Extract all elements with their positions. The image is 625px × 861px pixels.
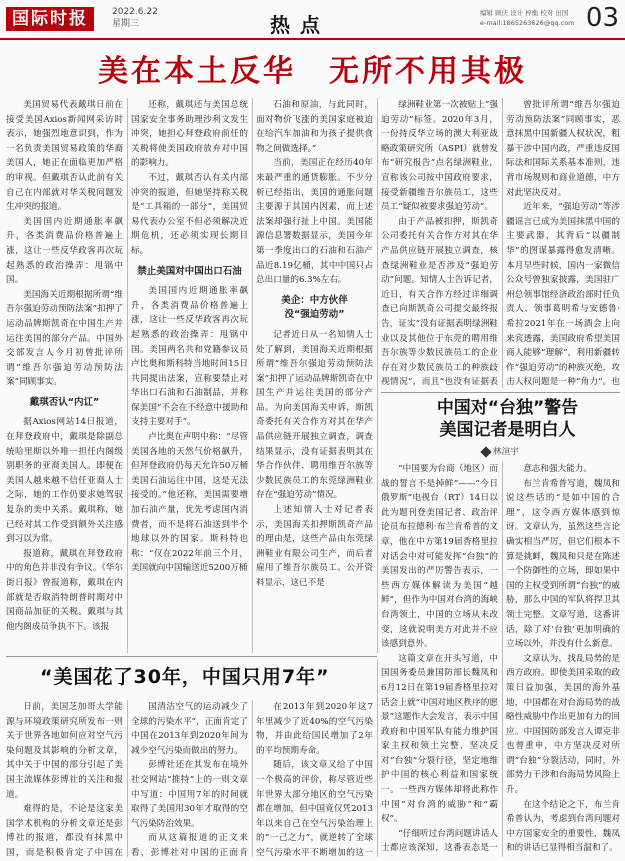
paragraph: 布兰肯希普写道，魏凤和说这些话的“是如中国的合理”，这令西方媒体感到惊讶。文章认为，虽然这些言论确实相当严厉，但它们根本不算是挑衅，魏凤和只是在陈述一个防御性的立场，即如果中国的主权受到所谓“台独”的威胁，那么中国的军队将捍卫其领土完整。文章写道，这番讲话，除了对‘台独’更加明确的立场以外，并没有什么新意。 [506,478,620,650]
article1-column-5 [506,98,620,388]
paragraph: 近年来，“强迫劳动”等涉疆谣言已成为美国抹黑中国的主要武器，其背后“以疆制华”的图谋暴露得愈发清晰。本月早些时候，国内一家微信公众号曾独家披露，美国驻广州总领事馆经济政治部时任负责人、领事葛明希与安德鲁·希拉2021年在一场酒会上向来宾透露，美国政府希望美国商人能够“理解”，利用新疆转作“强迫劳动”的种族灭绝，攻击人权问题是一种“角力”。也 [506,202,620,388]
masthead [0,0,625,40]
paragraph: 意志和强大能力。 [523,464,592,474]
page-number: 03 [585,3,619,33]
article3-column-2 [506,462,620,857]
article2-column-1 [6,700,123,857]
paragraph: 据Axios网站14日报道，在拜登政府中，戴琪是除副总统哈里斯以外唯一担任内阁级别职务的亚裔美国人。即便在美国人越来越不信任亚裔人士之际，她的工作仍要求她驾驭复杂的美中关系。戴琪称，她已经对其工作受到额外关注感到习以为常。 [6,417,123,545]
paragraph: 美国海关近期根据所谓“维吾尔强迫劳动预防法案”扣押了运动品牌斯凯奇在中国生产并运往美国的部分产品。中国外交部发言人今月初曾批评所谓“维吾尔强迫劳动预防法案”同顾事实。 [6,289,123,388]
paragraph: 报道称，戴琪在拜登政府中的角色并非没有争议。《华尔街日报》曾报道称，戴琪在内部就是否取消特朗普时期对中国商品加征的关税。戴琪与其他内阁成员争执不下。该报 [6,548,123,632]
column-divider [252,700,253,857]
paragraph: 美国国内近期通胀率飙升，各类消费品价格普遍上涨，这让一些反华政客再次玩起熟悉的政治操弄：甩锅中国。美国两名共和党籍参议员卢比奥和斯科特当地时间15日共同提出法案，宣称要禁止对华出口石油和石油制品，并称保美国“不会在不经意中援助和支持主要对手”。 [131,286,248,428]
editor-email: e-mail:1865263626@qq.com [480,19,575,27]
column-divider [127,98,128,653]
paragraph: 当前，美国正在经历40年来最严重的通货膨胀。不少分析已经指出，美国的通胀问题主要源于其国内因素，而上述法案却强行扯上中国。美国能源信息署数据显示，美国今年第一季度出口的石油和石油产品近8.19亿桶，其中中国只占总出口量的6.3%左右。 [256,158,373,286]
author-name: 林渲宇 [493,447,519,457]
paragraph: 在这个结论之下，布兰肯希普认为，考虑到台湾问题对中方国家安全的重要性，魏凤和的讲话已显得相当温和了。 [506,799,620,854]
subheading: 没“强迫劳动” [284,309,345,321]
paragraph: 在2013年到2020年这7年里减少了近40%的空气污染物，并由此给国民增加了2年的平均预期寿命。 [256,702,373,756]
paragraph: 而从这篇报道的正文来看，彭博社对中国的正面肯 [131,833,248,857]
column-divider [127,700,128,857]
paragraph: 石油和原油，与此同时，面对物价飞涨的美国家庭被迫在给汽车加油和为孩子提供食物之间做选择。” [256,100,373,154]
subheading: 戴琪否认“内讧” [29,396,100,408]
article1-column-4 [381,98,498,388]
date-text: 2022.6.22 [112,7,158,17]
paragraph: 美国贸易代表戴琪日前在接受美国Axios新闻网采访时表示，她强烈地意识到，作为一名负责美国贸易政策的华裔美国人，她正在面临更加严格的审视。但戴琪否认此前有关自己在内部就对华关税问题发生冲突的报道。 [6,100,123,213]
article2-column-2 [131,700,248,857]
article1-column-2 [131,98,248,653]
issue-date [112,6,158,30]
weekday-text: 星期三 [112,19,140,29]
article2-title: “美国花了30年，中国只用7年” [40,666,330,688]
article1-column-1 [6,98,123,653]
article3-column-1 [381,462,498,857]
paragraph: 曾批评所谓“维吾尔强迫劳动预防法案”同顾事实，恶意抹黑中国新疆人权状况，粗暴干涉中国内政，严重违反国际法和国际关系基本准则，违背市场规则和商业道德，中方对此坚决反对。 [506,100,620,198]
paragraph: 美国国内近期通胀率飙升，各类消费品价格普遍上涨，这让一些反华政客再次玩起熟悉的政治操弄：甩锅中国。 [6,216,123,286]
paragraph: 文章认为，找乱局势的是西方政府。即使美国采取的政策日益加强，美国的海外基地，中国都在对台海局势的战略性威胁中作出更加有力的回应。中国国防部发言人谭克非也曾重申，中方坚决反对所谓“台独”分裂活动，同时，外部势力干涉和台海局势风险上升。 [506,653,620,796]
paragraph: 不过，戴琪否认有关内部冲突的报道，但她坚持称关税是“工具箱的一部分”，美国贸易代表办公室不但必须解决近期危机，还必须实现长期目标。 [131,172,248,256]
article2-column-3 [256,700,373,857]
column-divider [502,462,503,857]
paragraph: 日前，美国芝加哥大学能源与环境政策研究所发布一则关于世界各地如何应对空气污染问题及其影响的分析文章，其中关于中国的部分引起了美国主流媒体彭博社的关注和报道。 [6,702,123,800]
column-divider [252,98,253,653]
paragraph [506,856,620,857]
author-icon [480,446,491,457]
paragraph: 这篇文章在开头写道，中国国务委员兼国防部长魏凤和6月12日在第19届香格里拉对话会上就“中国对地区秩序的愿景”这题作大会发言，表示中国政府和中国军队有能力维护国家主权和领土完整，坚决反对“台独”分裂行径，坚定地维护中国的核心利益和国家统一。一些西方媒体却将此称作中国“对台湾的威胁”和“霸权”。 [381,653,498,825]
paragraph: 卢比奥在声明中称：“尽管美国各地的天然气价格飙升，但拜登政府仍每天允许50万桶美国石油运往中国，这是无法接受的。”他还称，美国需要增加石油产量，优先考虑国内消费者，而不是将石油送到半个地球以外的国家。斯科特也称：“仅在2022年前三个月，美国就向中国输送近5200万桶 [131,432,248,574]
editor-credits [480,8,575,28]
paragraph: 随后，该文章又给了中国一个极高的评价，称尽管近些年世界大部分地区的空气污染都在增加，但中国竟仅凭2013年以来自己在空气污染治理上的“一己之力”，就逆转了全球空气污染水平不断增加的这一 [256,760,373,857]
section-divider [6,656,377,657]
article1-column-3 [256,98,373,653]
subheading: 禁止美国对中国出口石油 [137,265,242,277]
newspaper-logo: 国际时报 [6,7,94,31]
title-line: 中国对“台独”警告 [436,398,579,418]
editor-names: 编辑 顾庆 设计 梓衡 校对 田国 [480,9,569,17]
column-divider [377,98,378,653]
paragraph: 还称，戴琪还与美国总统国家安全事务助理沙利文发生冲突，她担心拜登政府前任的关税将使美国政府放弃对中国的影响力。 [131,100,248,169]
paragraph: 上述知情人士对记者表示，美国海关扣押斯凯奇产品的理由是，这些产品由东莞绿洲鞋业有限公司生产，而后者雇用了维吾尔族员工。公开资料显示，这已不是 [256,505,373,588]
paragraph: 难得的是，不论是这家美国学术机构的分析文章还是彭博社的报道，都没有抹黑中国，而是积极肯定了中国在 [6,804,123,857]
section-title: 热点 [270,13,330,37]
section-divider [381,392,620,393]
paragraph: 彭博社还在其发布在境外社交网站“推特”上的一则文章中写道：中国用7年的时间就取得了美国用30年才取得的空气污染防治效果。 [131,760,248,829]
title-line: 美国记者是明白人 [439,420,576,440]
column-divider [502,98,503,388]
article3-title [395,397,620,441]
subheading: 美企：中方伙伴 [281,294,348,306]
main-headline: 美在本土反华 无所不用其极 [98,54,527,89]
paragraph: 国清洁空气的运动减少了全球的污染水平”，正面肯定了中国在2013年到2020年间为减少空气污染而做出的努力。 [131,702,248,756]
paragraph: “中国要为台商（地区）而战的誓言不是掉鲜”——“今日俄罗斯”电视台（RT）14日以此为题刊登美国记者、政治评论员布拉德利·布兰肯希普的文章，他在中方第19届香格里拉对话会中对可能发挥“台独”的美国发出的严厉警告表示，一些西方媒体解读为美国“越鲜”，但作为中国对台湾的海峡台湾领土，中国的立场从未改变，这就说明美方对此并不应该感到意外。 [381,464,498,650]
paragraph: 绿洲鞋业第一次被贴上“强迫劳动”标签。2020年3月，一份持反华立场的澳大利亚战略政策研究所（ASPI）就曾发布“研究报告”点名绿洲鞋业，宣称该公司按中国政府要求，接受新疆维吾尔族员工，这些员工“疑似被要求强迫劳动”。 [381,100,498,213]
byline [482,445,519,457]
paragraph: 记者近日从一名知情人士处了解到，美国海关近期根据所谓“维吾尔强迫劳动预防法案”扣押了运动品牌斯凯奇在中国生产并运往美国的部分产品。为向美国海关申诉，斯凯奇委托有关合作方对其在华产品供应链开展独立调查，调查结果显示，没有证据表明其在华合作伙伴、聘用维吾尔族等少数民族员工的东莞绿洲鞋业存在“强迫劳动”情况。 [256,329,373,501]
paragraph: 由于产品被扣押，斯凯奇公司委托有关合作方对其在华产品供应链开展独立调查，核查绿洲鞋业是否涉及“强迫劳动”问题。知情人士告诉记者，近日，有关合作方经过详细调查已向斯凯奇公司提交最终报告，证实“没有证据表明绿洲鞋业以及其他位于东莞的聘用维吾尔族等少数民族员工的企业存在对少数民族员工的种族歧视情况”，而且“也没有证据表 [381,216,498,388]
paragraph: “仔细听过台湾问题讲话人士都应该深知，这番表态是一 [381,828,498,854]
column-divider [377,660,378,857]
